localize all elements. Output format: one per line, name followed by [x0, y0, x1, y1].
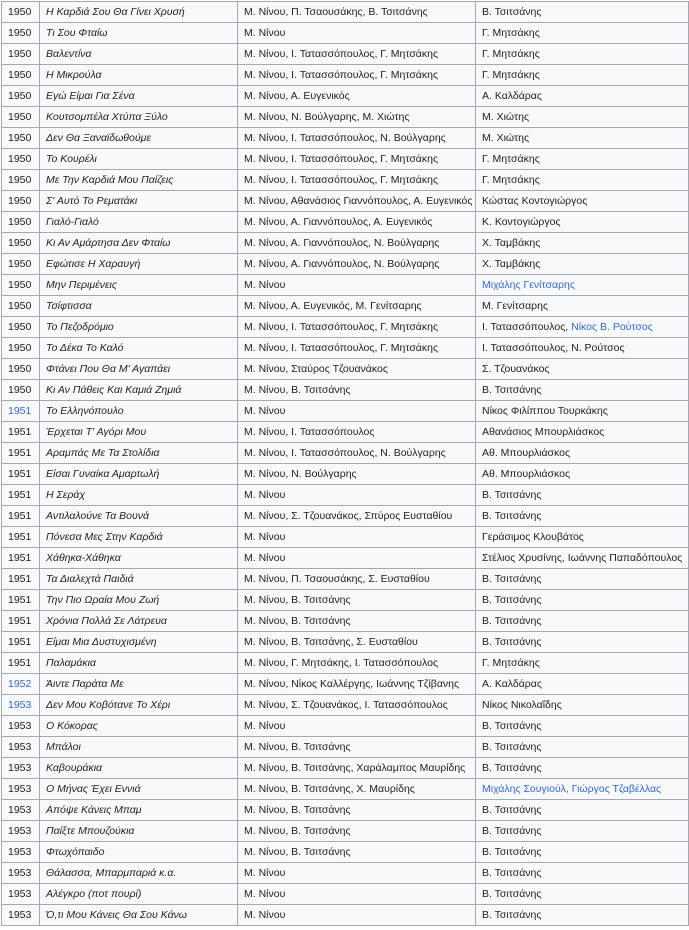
table-row	[2, 254, 689, 275]
composer-text: Β. Τσιτσάνης	[482, 909, 542, 921]
song-title-cell: Ό,τι Μου Κάνεις Θα Σου Κάνω	[40, 905, 238, 926]
lyrics-cell: Μ. Νίνου, Ι. Τατασσόπουλος	[238, 422, 476, 443]
lyrics-cell: Μ. Νίνου, Ι. Τατασσόπουλος, Γ. Μητσάκης	[238, 149, 476, 170]
table-row	[2, 779, 689, 800]
lyrics-cell: Μ. Νίνου, Α. Γιαννόπουλος, Ν. Βούλγαρης	[238, 254, 476, 275]
composer-cell	[476, 191, 689, 212]
table-row	[2, 653, 689, 674]
year-cell: 1950	[2, 275, 40, 296]
lyrics-cell: Μ. Νίνου, Β. Τσιτσάνης	[238, 737, 476, 758]
year-cell: 1951	[2, 443, 40, 464]
composer-text: Β. Τσιτσάνης	[482, 846, 542, 858]
year-cell: 1951	[2, 632, 40, 653]
composer-cell	[476, 170, 689, 191]
lyrics-cell: Μ. Νίνου, Ι. Τατασσόπουλος, Γ. Μητσάκης	[238, 170, 476, 191]
composer-cell	[476, 2, 689, 23]
table-row	[2, 590, 689, 611]
year-cell: 1950	[2, 149, 40, 170]
song-title-cell: Η Σεράχ	[40, 485, 238, 506]
song-title-cell: Ο Κόκορας	[40, 716, 238, 737]
table-row	[2, 758, 689, 779]
table-row	[2, 506, 689, 527]
lyrics-cell: Μ. Νίνου, Π. Τσαουσάκης, Β. Τσιτσάνης	[238, 2, 476, 23]
composer-text: Στέλιος Χρυσίνης, Ιωάννης Παπαδόπουλος	[482, 552, 683, 564]
song-title-cell: Κουτσομπέλα Χτύπα Ξύλο	[40, 107, 238, 128]
composer-cell	[476, 464, 689, 485]
composer-cell	[476, 380, 689, 401]
year-cell: 1953	[2, 800, 40, 821]
year-cell: 1953	[2, 842, 40, 863]
year-cell: 1951	[2, 611, 40, 632]
table-row	[2, 527, 689, 548]
table-row	[2, 107, 689, 128]
composer-text: Κώστας Κοντογιώργος	[482, 195, 588, 207]
lyrics-cell: Μ. Νίνου, Β. Τσιτσάνης, Σ. Ευσταθίου	[238, 632, 476, 653]
composer-text: Ι. Τατασσόπουλος,	[482, 321, 572, 333]
table-row	[2, 86, 689, 107]
song-title-cell: Μπάλοι	[40, 737, 238, 758]
year-cell: 1950	[2, 254, 40, 275]
year-cell: 1950	[2, 86, 40, 107]
song-title-cell: Μην Περιμένεις	[40, 275, 238, 296]
composer-cell	[476, 674, 689, 695]
song-title-cell: Σ' Αυτό Το Ρεματάκι	[40, 191, 238, 212]
song-title-cell: Ο Μήνας Έχει Εννιά	[40, 779, 238, 800]
year-cell: 1953	[2, 905, 40, 926]
song-title-cell: Φτωχόπαιδο	[40, 842, 238, 863]
composer-cell	[476, 800, 689, 821]
composer-text: Β. Τσιτσάνης	[482, 615, 542, 627]
year-cell: 1950	[2, 2, 40, 23]
song-title-cell: Η Καρδιά Σου Θα Γίνει Χρυσή	[40, 2, 238, 23]
composer-cell	[476, 569, 689, 590]
composer-cell	[476, 821, 689, 842]
composer-cell	[476, 485, 689, 506]
lyrics-cell: Μ. Νίνου, Β. Τσιτσάνης	[238, 380, 476, 401]
lyrics-cell: Μ. Νίνου, Β. Τσιτσάνης, Χαράλαμπος Μαυρίδης	[238, 758, 476, 779]
composer-cell	[476, 65, 689, 86]
composer-text: Γ. Μητσάκης	[482, 153, 540, 165]
lyrics-cell: Μ. Νίνου	[238, 863, 476, 884]
composer-cell	[476, 443, 689, 464]
song-title-cell: Το Κουρέλι	[40, 149, 238, 170]
year-cell: 1950	[2, 359, 40, 380]
table-row	[2, 695, 689, 716]
table-row	[2, 149, 689, 170]
composer-cell[interactable]	[476, 779, 689, 800]
song-title-cell: Κι Αν Πάθεις Και Καμιά Ζημιά	[40, 380, 238, 401]
table-row	[2, 905, 689, 926]
composer-cell	[476, 695, 689, 716]
song-title-cell: Εγώ Είμαι Για Σένα	[40, 86, 238, 107]
composer-text: Β. Τσιτσάνης	[482, 825, 542, 837]
composer-cell	[476, 212, 689, 233]
composer-text: Β. Τσιτσάνης	[482, 594, 542, 606]
year-cell: 1950	[2, 380, 40, 401]
composer-cell	[476, 23, 689, 44]
song-title-cell: Με Την Καρδιά Μου Παίζεις	[40, 170, 238, 191]
composer-text: Αθανάσιος Μπουρλιάσκος	[482, 426, 605, 438]
song-title-cell: Παλαμάκια	[40, 653, 238, 674]
song-title-cell: Φτάνει Που Θα Μ' Αγαπάει	[40, 359, 238, 380]
composer-cell	[476, 737, 689, 758]
composer-cell	[476, 359, 689, 380]
song-title-cell: Πόνεσα Μες Στην Καρδιά	[40, 527, 238, 548]
composer-text: Γ. Μητσάκης	[482, 27, 540, 39]
songs-table	[1, 1, 689, 926]
song-title-cell: Έρχεται Τ' Αγόρι Μου	[40, 422, 238, 443]
composer-text: Μ. Χιώτης	[482, 132, 530, 144]
table-row	[2, 842, 689, 863]
song-title-cell: Δεν Μου Κοβότανε Το Χέρι	[40, 695, 238, 716]
composer-cell[interactable]	[476, 317, 689, 338]
composer-cell	[476, 842, 689, 863]
table-row	[2, 800, 689, 821]
lyrics-cell: Μ. Νίνου, Ι. Τατασσόπουλος, Γ. Μητσάκης	[238, 44, 476, 65]
composer-cell	[476, 758, 689, 779]
lyrics-cell: Μ. Νίνου, Αθανάσιος Γιαννόπουλος, Α. Ευγενικός	[238, 191, 476, 212]
composer-text: Γεράσιμος Κλουβάτος	[482, 531, 584, 543]
song-title-cell: Την Πιο Ωραία Μου Ζωή	[40, 590, 238, 611]
composer-text: Γ. Μητσάκης	[482, 69, 540, 81]
lyrics-cell: Μ. Νίνου	[238, 527, 476, 548]
year-cell: 1953	[2, 758, 40, 779]
year-cell: 1953	[2, 821, 40, 842]
lyrics-cell: Μ. Νίνου, Ι. Τατασσόπουλος, Ν. Βούλγαρης	[238, 443, 476, 464]
lyrics-cell: Μ. Νίνου, Α. Γιαννόπουλος, Α. Ευγενικός	[238, 212, 476, 233]
composer-cell	[476, 233, 689, 254]
composer-link[interactable]: Νίκος Β. Ρούτσος	[571, 321, 653, 333]
song-title-cell: Εφώτισε Η Χαραυγή	[40, 254, 238, 275]
song-title-cell: Αλέγκρο (ποτ πουρί)	[40, 884, 238, 905]
year-cell: 1951	[2, 653, 40, 674]
table-row	[2, 2, 689, 23]
composer-cell	[476, 863, 689, 884]
lyrics-cell: Μ. Νίνου, Σ. Τζουανάκος, Σπύρος Ευσταθίου	[238, 506, 476, 527]
lyrics-cell: Μ. Νίνου, Β. Τσιτσάνης	[238, 821, 476, 842]
composer-text: Γ. Μητσάκης	[482, 48, 540, 60]
table-row	[2, 401, 689, 422]
song-title-cell: Το Ελληνόπουλο	[40, 401, 238, 422]
composer-cell	[476, 338, 689, 359]
year-cell: 1950	[2, 107, 40, 128]
composer-text: Β. Τσιτσάνης	[482, 573, 542, 585]
composer-cell	[476, 716, 689, 737]
table-row	[2, 338, 689, 359]
song-title-cell: Το Πεζοδρόμιο	[40, 317, 238, 338]
composer-cell	[476, 86, 689, 107]
composer-text: Β. Τσιτσάνης	[482, 867, 542, 879]
composer-text: Α. Καλδάρας	[482, 90, 542, 102]
table-row	[2, 65, 689, 86]
year-cell: 1953	[2, 884, 40, 905]
composer-cell	[476, 401, 689, 422]
table-row	[2, 359, 689, 380]
lyrics-cell: Μ. Νίνου	[238, 23, 476, 44]
song-title-cell: Βαλεντίνα	[40, 44, 238, 65]
year-cell: 1953	[2, 863, 40, 884]
year-cell[interactable]: 1952	[2, 674, 40, 695]
composer-text: Αθ. Μπουρλιάσκος	[482, 468, 571, 480]
lyrics-cell: Μ. Νίνου, Β. Τσιτσάνης	[238, 800, 476, 821]
composer-cell	[476, 653, 689, 674]
lyrics-cell: Μ. Νίνου, Β. Τσιτσάνης	[238, 590, 476, 611]
composer-text: Αθ. Μπουρλιάσκος	[482, 447, 571, 459]
composer-text: Β. Τσιτσάνης	[482, 741, 542, 753]
year-cell: 1950	[2, 23, 40, 44]
composer-cell	[476, 506, 689, 527]
lyrics-cell: Μ. Νίνου, Α. Ευγενικός, Μ. Γενίτσαρης	[238, 296, 476, 317]
songs-table-body	[2, 2, 689, 926]
composer-text: Β. Τσιτσάνης	[482, 510, 542, 522]
table-row	[2, 296, 689, 317]
composer-text: Χ. Ταμβάκης	[482, 258, 541, 270]
song-title-cell: Η Μικρούλα	[40, 65, 238, 86]
lyrics-cell: Μ. Νίνου, Νίκος Καλλέργης, Ιωάννης Τζίβανης	[238, 674, 476, 695]
year-cell: 1953	[2, 716, 40, 737]
lyrics-cell: Μ. Νίνου, Β. Τσιτσάνης	[238, 611, 476, 632]
year-cell[interactable]: 1953	[2, 695, 40, 716]
lyrics-cell: Μ. Νίνου, Β. Τσιτσάνης, Χ. Μαυρίδης	[238, 779, 476, 800]
composer-cell	[476, 422, 689, 443]
song-title-cell: Αντιλαλούνε Τα Βουνά	[40, 506, 238, 527]
lyrics-cell: Μ. Νίνου, Π. Τσαουσάκης, Σ. Ευσταθίου	[238, 569, 476, 590]
composer-cell	[476, 590, 689, 611]
table-row	[2, 317, 689, 338]
song-title-cell: Κι Αν Αμάρτησα Δεν Φταίω	[40, 233, 238, 254]
table-row	[2, 863, 689, 884]
lyrics-cell: Μ. Νίνου	[238, 485, 476, 506]
composer-text[interactable]: Μιχάλης Σουγιούλ, Γιώργος Τζαβέλλας	[482, 783, 662, 795]
table-row	[2, 737, 689, 758]
year-cell: 1951	[2, 548, 40, 569]
lyrics-cell: Μ. Νίνου, Ι. Τατασσόπουλος, Γ. Μητσάκης	[238, 65, 476, 86]
year-cell: 1953	[2, 737, 40, 758]
table-row	[2, 716, 689, 737]
year-cell: 1953	[2, 779, 40, 800]
table-row	[2, 548, 689, 569]
composer-cell	[476, 884, 689, 905]
composer-text[interactable]: Μιχάλης Γενίτσαρης	[482, 279, 575, 291]
table-row	[2, 275, 689, 296]
year-cell: 1951	[2, 590, 40, 611]
composer-text: Γ. Μητσάκης	[482, 174, 540, 186]
song-title-cell: Τι Σου Φταίω	[40, 23, 238, 44]
lyrics-cell: Μ. Νίνου	[238, 716, 476, 737]
table-row	[2, 233, 689, 254]
year-cell: 1951	[2, 527, 40, 548]
composer-text: Ι. Τατασσόπουλος, Ν. Ρούτσος	[482, 342, 625, 354]
song-title-cell: Το Δέκα Το Καλό	[40, 338, 238, 359]
table-row	[2, 422, 689, 443]
table-row	[2, 212, 689, 233]
composer-text: Χ. Ταμβάκης	[482, 237, 541, 249]
composer-cell	[476, 128, 689, 149]
lyrics-cell: Μ. Νίνου, Β. Τσιτσάνης	[238, 842, 476, 863]
table-row	[2, 485, 689, 506]
composer-cell	[476, 44, 689, 65]
composer-text: Β. Τσιτσάνης	[482, 762, 542, 774]
table-row	[2, 44, 689, 65]
composer-text: Κ. Κοντογιώργος	[482, 216, 561, 228]
year-cell: 1950	[2, 296, 40, 317]
year-cell[interactable]: 1951	[2, 401, 40, 422]
table-row	[2, 128, 689, 149]
song-title-cell: Καβουράκια	[40, 758, 238, 779]
composer-cell	[476, 107, 689, 128]
composer-cell	[476, 149, 689, 170]
composer-text: Β. Τσιτσάνης	[482, 636, 542, 648]
composer-text: Σ. Τζουανάκος	[482, 363, 550, 375]
song-title-cell: Είσαι Γυναίκα Αμαρτωλή	[40, 464, 238, 485]
lyrics-cell: Μ. Νίνου, Α. Ευγενικός	[238, 86, 476, 107]
song-title-cell: Τα Διαλεχτά Παιδιά	[40, 569, 238, 590]
composer-cell	[476, 905, 689, 926]
song-title-cell: Χρόνια Πολλά Σε Λάτρευα	[40, 611, 238, 632]
composer-text: Μ. Γενίτσαρης	[482, 300, 549, 312]
composer-text: Γ. Μητσάκης	[482, 657, 540, 669]
year-cell: 1951	[2, 485, 40, 506]
lyrics-cell: Μ. Νίνου, Σταύρος Τζουανάκος	[238, 359, 476, 380]
year-cell: 1950	[2, 338, 40, 359]
lyrics-cell: Μ. Νίνου, Ι. Τατασσόπουλος, Ν. Βούλγαρης	[238, 128, 476, 149]
composer-text: Β. Τσιτσάνης	[482, 384, 542, 396]
composer-text: Νίκος Φιλίππου Τουρκάκης	[482, 405, 608, 417]
lyrics-cell: Μ. Νίνου	[238, 548, 476, 569]
year-cell: 1951	[2, 422, 40, 443]
year-cell: 1951	[2, 506, 40, 527]
composer-text: Β. Τσιτσάνης	[482, 888, 542, 900]
year-cell: 1951	[2, 464, 40, 485]
song-title-cell: Θάλασσα, Μπαρμπαριά κ.α.	[40, 863, 238, 884]
song-title-cell: Γιαλό-Γιαλό	[40, 212, 238, 233]
table-row	[2, 464, 689, 485]
lyrics-cell: Μ. Νίνου, Ι. Τατασσόπουλος, Γ. Μητσάκης	[238, 317, 476, 338]
table-row	[2, 191, 689, 212]
table-row	[2, 380, 689, 401]
song-title-cell: Παίξτε Μπουζούκια	[40, 821, 238, 842]
table-row	[2, 632, 689, 653]
composer-cell	[476, 527, 689, 548]
lyrics-cell: Μ. Νίνου, Α. Γιαννόπουλος, Ν. Βούλγαρης	[238, 233, 476, 254]
composer-text: Β. Τσιτσάνης	[482, 720, 542, 732]
song-title-cell: Χάθηκα-Χάθηκα	[40, 548, 238, 569]
composer-cell	[476, 632, 689, 653]
composer-text: Β. Τσιτσάνης	[482, 6, 542, 18]
composer-cell	[476, 254, 689, 275]
composer-text: Β. Τσιτσάνης	[482, 804, 542, 816]
lyrics-cell: Μ. Νίνου, Ν. Βούλγαρης	[238, 464, 476, 485]
song-title-cell: Τσίφτισσα	[40, 296, 238, 317]
lyrics-cell: Μ. Νίνου, Γ. Μητσάκης, Ι. Τατασσόπουλος	[238, 653, 476, 674]
composer-cell	[476, 548, 689, 569]
composer-text: Νίκος Νικολαΐδης	[482, 699, 562, 711]
year-cell: 1950	[2, 170, 40, 191]
song-title-cell: Είμαι Μια Δυστυχισμένη	[40, 632, 238, 653]
year-cell: 1950	[2, 317, 40, 338]
lyrics-cell: Μ. Νίνου, Ν. Βούλγαρης, Μ. Χιώτης	[238, 107, 476, 128]
table-row	[2, 443, 689, 464]
lyrics-cell: Μ. Νίνου	[238, 884, 476, 905]
year-cell: 1950	[2, 128, 40, 149]
table-row	[2, 611, 689, 632]
year-cell: 1950	[2, 44, 40, 65]
song-title-cell: Απόψε Κάνεις Μπαμ	[40, 800, 238, 821]
year-cell: 1951	[2, 569, 40, 590]
year-cell: 1950	[2, 191, 40, 212]
composer-cell[interactable]	[476, 275, 689, 296]
lyrics-cell: Μ. Νίνου	[238, 275, 476, 296]
composer-text: Α. Καλδάρας	[482, 678, 542, 690]
table-row	[2, 23, 689, 44]
lyrics-cell: Μ. Νίνου	[238, 905, 476, 926]
song-title-cell: Άιντε Παράτα Με	[40, 674, 238, 695]
lyrics-cell: Μ. Νίνου, Ι. Τατασσόπουλος, Γ. Μητσάκης	[238, 338, 476, 359]
table-row	[2, 569, 689, 590]
table-row	[2, 170, 689, 191]
lyrics-cell: Μ. Νίνου	[238, 401, 476, 422]
composer-text: Β. Τσιτσάνης	[482, 489, 542, 501]
lyrics-cell: Μ. Νίνου, Σ. Τζουανάκος, Ι. Τατασσόπουλος	[238, 695, 476, 716]
table-row	[2, 674, 689, 695]
year-cell: 1950	[2, 212, 40, 233]
composer-cell	[476, 611, 689, 632]
song-title-cell: Αραμπάς Με Τα Στολίδια	[40, 443, 238, 464]
table-row	[2, 884, 689, 905]
table-row	[2, 821, 689, 842]
composer-cell	[476, 296, 689, 317]
year-cell: 1950	[2, 233, 40, 254]
song-title-cell: Δεν Θα Ξαναϊδωθούμε	[40, 128, 238, 149]
composer-text: Μ. Χιώτης	[482, 111, 530, 123]
year-cell: 1950	[2, 65, 40, 86]
